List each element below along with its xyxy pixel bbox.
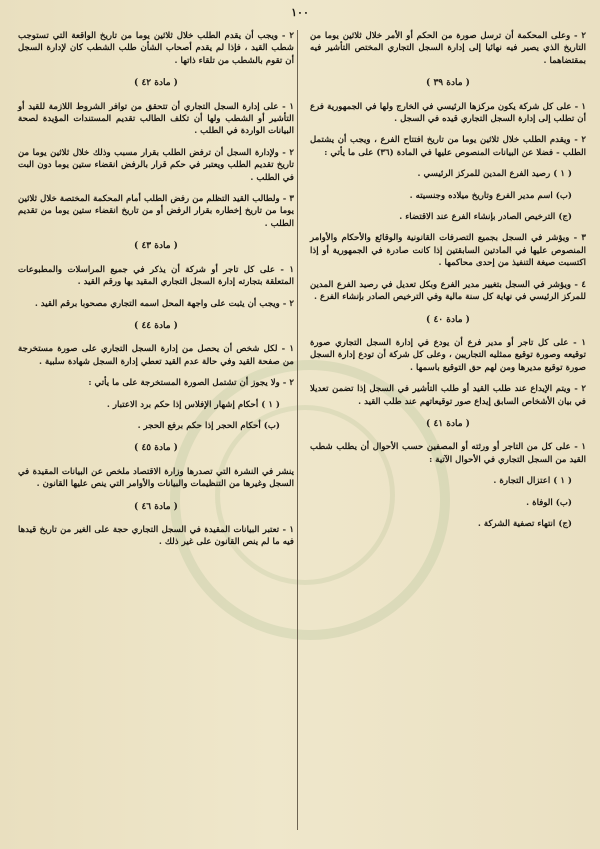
article-heading: ( مادة ٤١ ) xyxy=(426,418,470,429)
paragraph: ٤ - ويؤشر في السجل بتغيير مدير الفرع وبكل تعديل في رصيد الفرع المدين للمركز الرئيسي في نهاية كل سنة مالية وفي الترخيص الصادر بإنشاء الفرع . xyxy=(310,279,586,303)
paragraph: ١ - على إدارة السجل التجاري أن تتحقق من توافر الشروط اللازمة للقيد أو التأشير أو الشطب ولها أن تكلف الطالب تقديم المستندات المؤيدة لصحة البيانات الواردة في الطلب . xyxy=(18,101,294,137)
list-item: (ب) أحكام الحجر إذا حكم برفع الحجر . xyxy=(137,420,280,431)
paragraph: ٣ - ويؤشر في السجل بجميع التصرفات القانونية والوقائع والأحكام والأوامر المنصوص عليها في المادتين السابقتين إذا كانت صادرة في الجمهورية أو إذا اكتسبت صيغة التنفيذ من إحدى محاكمها . xyxy=(310,233,586,269)
paragraph: ٣ - ولطالب القيد التظلم من رفض الطلب أمام المحكمة المختصة خلال ثلاثين يوما من تاريخ إخطاره بقرار الرفض أو من تاريخ انقضاء ستين يوما من تقديم الطلب . xyxy=(18,194,294,229)
article-heading: ( مادة ٤٦ ) xyxy=(134,501,178,512)
paragraph: ٢ - وعلى المحكمة أن ترسل صورة من الحكم أو الأمر خلال ثلاثين يوما من التاريخ الذي يصير فيه نهائيا إلى إدارة السجل التجاري المختص التأشير فيه بمقتضاهما . xyxy=(310,31,586,66)
article-heading: ( مادة ٤٠ ) xyxy=(426,314,470,325)
paragraph: ١ - تعتبر البيانات المقيدة في السجل التجاري حجة على الغير من تاريخ قيدها فيه ما لم ينص القانون على غير ذلك . xyxy=(18,524,294,548)
paragraph: ينشر في النشرة التي تصدرها وزارة الاقتصاد ملخص عن البيانات المقيدة في السجل وغيرها من التنظيمات والبيانات والأوامر التي ينص عليها القانون . xyxy=(18,466,294,490)
list-item: (ب) الوفاة . xyxy=(526,497,572,508)
paragraph: ٢ - ويتم الإيداع عند طلب القيد أو طلب التأشير في السجل إذا تضمن تعديلا في بيان الأشخاص السابق إيداع صور توقيعاتهم عند طلب القيد . xyxy=(310,384,586,407)
article-heading: ( مادة ٤٣ ) xyxy=(134,241,178,252)
article-heading: ( مادة ٤٢ ) xyxy=(134,78,178,89)
article-heading: ( مادة ٤٥ ) xyxy=(134,443,178,454)
paragraph: ٢ - ولا يجوز أن تشتمل الصورة المستخرجة على ما يأتي : xyxy=(88,378,294,389)
paragraph: ٢ - ويقدم الطلب خلال ثلاثين يوما من تاريخ افتتاح الفرع ، ويجب أن يشتمل الطلب - فضلا عن البيانات المنصوص عليها في المادة (٣٦) على ما يأتي : xyxy=(310,135,586,158)
paragraph: ١ - على كل تاجر أو شركة أن يذكر في جميع المراسلات والمطبوعات المتعلقة بتجارته إدارة السجل التجاري المقيد بها ورقم القيد . xyxy=(18,264,294,288)
column-divider xyxy=(297,30,298,830)
paragraph: ١ - على كل تاجر أو مدير فرع أن يودع في إدارة السجل التجاري صورة توقيعه وصورة توقيع ممثليه التجاريين ، وعلى كل شركة أن تودع إدارة السجل صورة توقيع مديرها ومن لهم حق التوقيع باسمها . xyxy=(310,337,586,373)
list-item: ( ١ ) رصيد الفرع المدين للمركز الرئيسي . xyxy=(417,169,572,180)
paragraph: ١ - لكل شخص أن يحصل من إدارة السجل التجاري على صورة مستخرجة من صفحة القيد وفي حالة عدم القيد تعطي إدارة السجل شهادة سلبية . xyxy=(18,344,294,367)
paragraph: ١ - على كل شركة يكون مركزها الرئيسي في الخارج ولها في الجمهورية فرع أن تطلب إلى إدارة السجل التجاري قيده في السجل . xyxy=(310,101,586,125)
list-item: ( ١ ) أحكام إشهار الإفلاس إذا حكم برد الاعتبار . xyxy=(106,399,280,410)
list-item: (ب) اسم مدير الفرع وتاريخ ميلاده وجنسيته . xyxy=(409,190,572,201)
paragraph: ٢ - ويجب أن يقدم الطلب خلال ثلاثين يوما من تاريخ الواقعة التي تستوجب شطب القيد ، فإذا لم يقدم أصحاب الشأن طلب الشطب كان لإدارة السجل أن تقوم بالشطب من تلقاء ذاتها . xyxy=(18,31,294,66)
list-item: (ج) الترخيص الصادر بإنشاء الفرع عند الاقتضاء . xyxy=(399,212,572,223)
article-heading: ( مادة ٤٤ ) xyxy=(134,320,178,331)
paragraph: ٢ - ولإدارة السجل أن ترفض الطلب بقرار مسبب وذلك خلال ثلاثين يوما من تاريخ تقديم الطلب ويعتبر في حكم قرار بالرفض انقضاء ستين يوما دون البت في الطلب . xyxy=(18,147,294,183)
article-heading: ( مادة ٣٩ ) xyxy=(426,78,470,89)
paragraph: ١ - على كل من التاجر أو ورثته أو المصفين حسب الأحوال أن يطلب شطب القيد من السجل التجاري في الأحوال الآتية : xyxy=(310,442,586,465)
paragraph: ٢ - ويجب أن يثبت على واجهة المحل اسمه التجاري مصحوبا برقم القيد . xyxy=(34,298,294,309)
list-item: (ج) انتهاء تصفية الشركة . xyxy=(477,518,572,529)
list-item: ( ١ ) اعتزال التجارة . xyxy=(493,476,572,487)
right-column xyxy=(310,30,586,539)
page-number: ١٠٠ xyxy=(291,6,309,19)
left-column xyxy=(18,30,294,558)
